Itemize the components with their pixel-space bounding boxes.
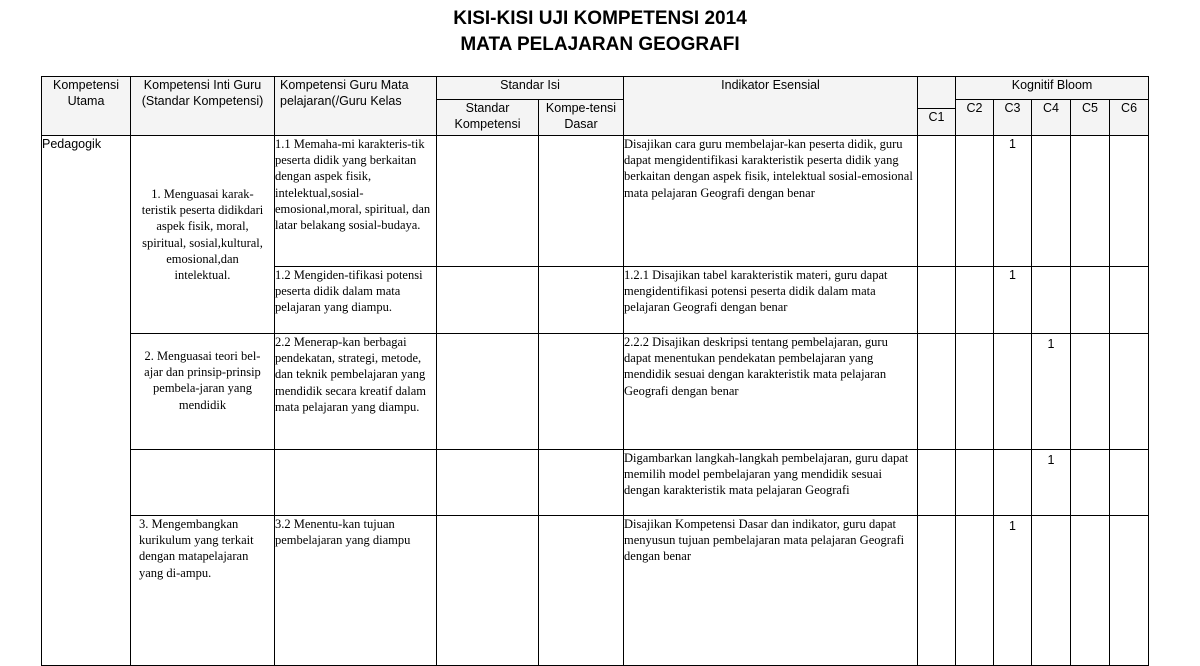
mark-c4: 1	[1032, 450, 1071, 516]
table-row	[42, 516, 1149, 666]
mark-c3: 1	[994, 136, 1032, 267]
table-row	[42, 450, 1149, 516]
kompetensi-utama-cell: Pedagogik	[42, 136, 131, 666]
header-c1: C1	[918, 109, 956, 136]
indikator-3: 2.2.2 Disajikan deskripsi tentang pembelajaran, guru dapat menentukan pendekatan pembelajaran yang mendidik sesuai dengan karakteristik mata pelajaran Geografi dengan benar	[624, 334, 918, 450]
kompetensi-guru-1-2: 1.2 Mengiden-tifikasi potensi peserta didik dalam mata pelajaran yang diampu.	[275, 267, 437, 334]
header-c2: C2	[956, 100, 994, 136]
mark-c3: 1	[994, 516, 1032, 666]
indikator-1: Disajikan cara guru membelajar-kan peserta didik, guru dapat mengidentifikasi karakteristik peserta didik yang berkaitan dengan aspek fisik, intelektual sosial-emosional mata pelajaran Geografi dengan benar	[624, 136, 918, 267]
kompetensi-guru-2-2: 2.2 Menerap-kan berbagai pendekatan, strategi, metode, dan teknik pembelajaran yang mendidik secara kreatif dalam mata pelajaran yang diampu.	[275, 334, 437, 450]
indikator-4: Digambarkan langkah-langkah pembelajaran, guru dapat memilih model pembelajaran yang mendidik sesuai dengan karakteristik mata pelajaran Geografi	[624, 450, 918, 516]
header-kognitif-bloom: Kognitif Bloom	[956, 77, 1149, 100]
table-row	[42, 334, 1149, 450]
mark-c4: 1	[1032, 334, 1071, 450]
header-indikator-esensial: Indikator Esensial	[624, 77, 918, 136]
header-kompetensi-inti: Kompetensi Inti Guru (Standar Kompetensi)	[131, 77, 275, 136]
kisi-kisi-table	[41, 76, 1149, 666]
header-kompetensi-dasar: Kompe-tensi Dasar	[539, 100, 624, 136]
kompetensi-guru-3-2: 3.2 Menentu-kan tujuan pembelajaran yang diampu	[275, 516, 437, 666]
kompetensi-inti-1: 1. Menguasai karak-teristik peserta didikdari aspek fisik, moral, spiritual, sosial,kultural, emosional,dan intelektual.	[131, 136, 275, 334]
header-c4: C4	[1032, 100, 1071, 136]
header-c6: C6	[1110, 100, 1149, 136]
mark-c3: 1	[994, 267, 1032, 334]
indikator-5: Disajikan Kompetensi Dasar dan indikator, guru dapat menyusun tujuan pembelajaran mata pelajaran Geografi dengan benar	[624, 516, 918, 666]
header-standar-isi: Standar Isi	[437, 77, 624, 100]
header-kompetensi-utama: Kompetensi Utama	[42, 77, 131, 136]
kompetensi-inti-3: 3. Mengembangkan kurikulum yang terkait dengan matapelajaran yang di-ampu.	[131, 516, 275, 666]
header-standar-kompetensi: Standar Kompetensi	[437, 100, 539, 136]
document-subtitle: MATA PELAJARAN GEOGRAFI	[460, 34, 740, 55]
header-c5: C5	[1071, 100, 1110, 136]
header-kompetensi-guru-mapel: Kompetensi Guru Mata pelajaran(/Guru Kelas	[275, 77, 437, 136]
kompetensi-inti-2: 2. Menguasai teori bel-ajar dan prinsip-prinsip pembela-jaran yang mendidik	[131, 334, 275, 450]
document-title: KISI-KISI UJI KOMPETENSI 2014	[453, 8, 747, 29]
header-blank-c1	[918, 77, 956, 109]
header-c3: C3	[994, 100, 1032, 136]
indikator-2: 1.2.1 Disajikan tabel karakteristik materi, guru dapat mengidentifikasi potensi peserta didik dalam mata pelajaran Geografi dengan benar	[624, 267, 918, 334]
kompetensi-guru-1-1: 1.1 Memaha-mi karakteris-tik peserta didik yang berkaitan dengan aspek fisik, intelektual,sosial-emosional,moral, spiritual, dan latar belakang sosial-budaya.	[275, 136, 437, 267]
table-row	[42, 136, 1149, 267]
